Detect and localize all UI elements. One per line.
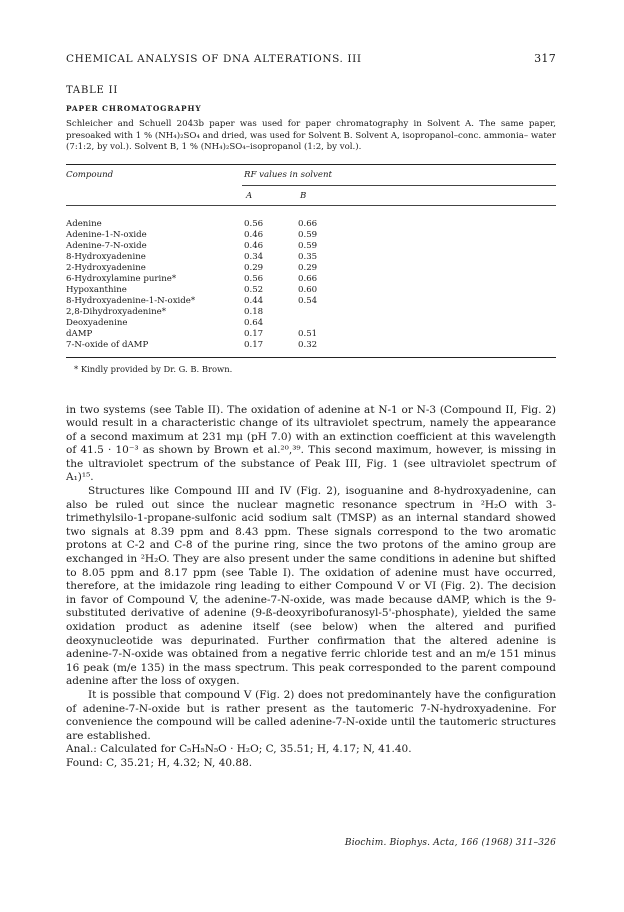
compound-name: Adenine-7-N-oxide xyxy=(66,240,147,251)
paragraph: in two systems (see Table II). The oxidation of adenine at N-1 or N-3 (Compound II, Fig. 2) would result in a characteristic change of its ultraviolet spectrum, namely the appearance of a second maximum at 231 mμ (pH 7.0) with an extinction coefficient at this wavelength of 41.5 · 10⁻³ as shown by Brown et al.²⁰,³⁹. This second maximum, however, is missing in the ultraviolet spectrum of the substance of Peak III, Fig. 1 (see ultraviolet spectrum of A₁)¹⁵. xyxy=(66,403,556,484)
rf-value-a: 0.46 xyxy=(244,229,264,240)
table-row xyxy=(66,274,556,285)
rf-value-b: 0.35 xyxy=(298,251,318,262)
table-row xyxy=(66,219,556,230)
header-col-b: B xyxy=(300,190,307,201)
journal-citation: Biochim. Biophys. Acta, 166 (1968) 311–326 xyxy=(344,838,556,848)
compound-name: 8-Hydroxyadenine xyxy=(66,251,146,262)
rf-value-b: 0.60 xyxy=(298,284,318,295)
rf-value-b: 0.66 xyxy=(298,218,318,229)
compound-name: Adenine-1-N-oxide xyxy=(66,229,147,240)
table-subtitle: PAPER CHROMATOGRAPHY xyxy=(66,104,202,113)
rf-value-b: 0.59 xyxy=(298,240,318,251)
rf-value-b: 0.59 xyxy=(298,229,318,240)
table-label: TABLE II xyxy=(66,85,119,96)
rf-value-a: 0.52 xyxy=(244,284,264,295)
rf-value-a: 0.29 xyxy=(244,262,264,273)
table-row xyxy=(66,307,556,318)
compound-name: 6-Hydroxylamine purine* xyxy=(66,273,177,284)
rf-value-b: 0.32 xyxy=(298,339,318,350)
table-header xyxy=(66,165,556,205)
rf-value-b: 0.54 xyxy=(298,295,318,306)
rf-value-b xyxy=(298,307,348,318)
rf-value-a: 0.44 xyxy=(244,295,264,306)
table-row xyxy=(66,263,556,274)
header-compound: Compound xyxy=(66,169,114,180)
rf-value-a: 0.18 xyxy=(244,306,264,317)
paragraph: It is possible that compound V (Fig. 2) does not predominantely have the configuration of adenine-7-N-oxide but is rather present as the tautomeric 7-N-hydroxyadenine. For convenience the compound will be called adenine-7-N-oxide until the tautomeric structures are established. xyxy=(66,688,556,742)
table-row xyxy=(66,296,556,307)
compound-name: Hypoxanthine xyxy=(66,284,127,295)
running-head xyxy=(66,52,556,65)
rf-value-a: 0.34 xyxy=(244,251,264,262)
compound-name: 2-Hydroxyadenine xyxy=(66,262,146,273)
compound-name: Deoxyadenine xyxy=(66,317,128,328)
table-bottom-rule xyxy=(66,357,556,358)
table-row xyxy=(66,329,556,340)
table-row xyxy=(66,318,556,329)
rf-value-a: 0.56 xyxy=(244,218,264,229)
table-footnote: * Kindly provided by Dr. G. B. Brown. xyxy=(74,363,233,374)
compound-name: 2,8-Dihydroxyadenine* xyxy=(66,306,166,317)
running-title: CHEMICAL ANALYSIS OF DNA ALTERATIONS. III xyxy=(66,53,362,65)
header-subrule xyxy=(242,185,556,186)
table-row xyxy=(66,252,556,263)
anal-found: Found: C, 35.21; H, 4.32; N, 40.88. xyxy=(66,756,253,769)
anal-calculated: Anal.: Calculated for C₅H₅N₅O · H₂O; C, 35.51; H, 4.17; N, 41.40. xyxy=(66,743,412,756)
compound-name: Adenine xyxy=(66,218,102,229)
paragraph: Structures like Compound III and IV (Fig. 2), isoguanine and 8-hydroxyadenine, can also be ruled out since the nuclear magnetic resonance spectrum in ²H₂O with 3-trimethylsilo-1-propane-sulfonic acid sodium salt (TMSP) as an internal standard showed two signals at 8.39 ppm and 8.43 ppm. These signals correspond to the two aromatic protons at C-2 and C-8 of the purine ring, since the two protons of the amino group are exchanged in ²H₂O. They are also present under the same conditions in adenine but shifted to 8.05 ppm and 8.17 ppm (see Table I). The oxidation of adenine must have occurred, therefore, at the imidazole ring leading to either Compound V or VI (Fig. 2). The decision in favor of Compound V, the adenine-7-N-oxide, was made because dAMP, which is the 9-substituted derivative of adenine (9-ß-deoxyribofuranosyl-5'-phosphate), yielded the same oxidation product as adenine itself (see below) when the altered and purified deoxynucleotide was depurinated. Further confirmation that the altered adenine is adenine-7-N-oxide was obtained from a negative ferric chloride test and an m/e 151 minus 16 peak (m/e 135) in the mass spectrum. This peak corresponded to the parent compound adenine after the loss of oxygen. xyxy=(66,485,556,688)
compound-name: dAMP xyxy=(66,328,93,339)
table-row xyxy=(66,241,556,252)
body-text xyxy=(66,404,556,771)
table-row xyxy=(66,340,556,351)
rf-value-a: 0.46 xyxy=(244,240,264,251)
compound-name: 8-Hydroxyadenine-1-N-oxide* xyxy=(66,295,196,306)
rf-value-b: 0.29 xyxy=(298,262,318,273)
table-row xyxy=(66,285,556,296)
header-col-a: A xyxy=(246,190,253,201)
compound-name: 7-N-oxide of dAMP xyxy=(66,339,149,350)
header-rf-values: RF values in solvent xyxy=(244,169,332,180)
rf-value-a: 0.56 xyxy=(244,273,264,284)
page-number: 317 xyxy=(534,52,556,65)
table-caption: Schleicher and Schuell 2043b paper was used for paper chromatography in Solvent A. The same paper, presoaked with 1 % (NH₄)₂SO₄ and dried, was used for Solvent B. Solvent A, isopropanol–conc. ammonia– water (7:1:2, by vol.). Solvent B, 1 % (NH₄)₂SO₄–isopropanol (1:2, by vol.). xyxy=(66,119,556,152)
table-row xyxy=(66,230,556,241)
table-body xyxy=(66,206,556,357)
rf-value-a: 0.64 xyxy=(244,317,264,328)
rf-value-b: 0.66 xyxy=(298,273,318,284)
page xyxy=(66,52,556,771)
rf-value-b: 0.51 xyxy=(298,328,318,339)
rf-value-b xyxy=(298,318,348,329)
rf-value-a: 0.17 xyxy=(244,339,264,350)
rf-value-a: 0.17 xyxy=(244,328,264,339)
